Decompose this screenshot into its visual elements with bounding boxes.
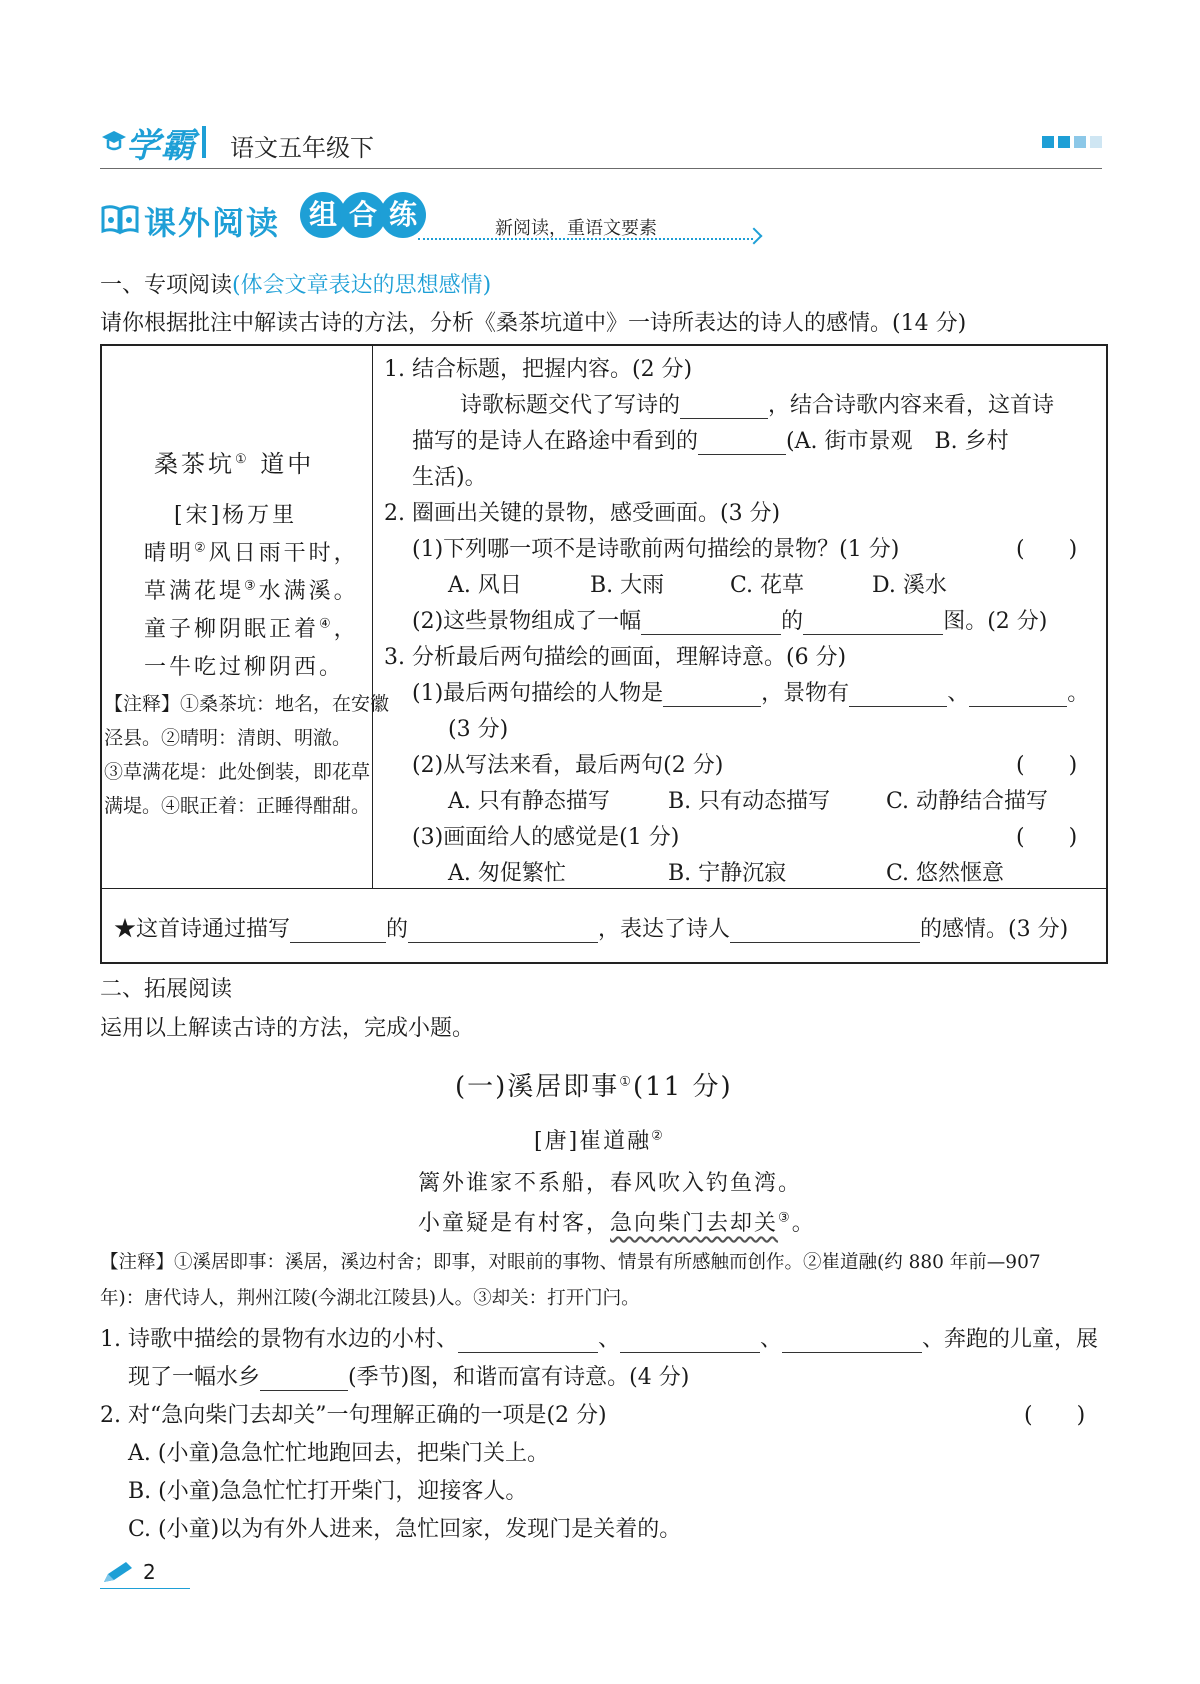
pencil-icon xyxy=(100,1560,134,1586)
poem1-line xyxy=(144,536,359,567)
poem1-line xyxy=(144,574,359,605)
poem-text: 童子柳阴眠正着 xyxy=(144,617,320,642)
poem1-note: 满堤。④眠正着：正睡得酣甜。 xyxy=(104,795,371,817)
q2-sub2 xyxy=(412,604,1047,635)
table-divider xyxy=(102,888,1106,889)
poem2-note: 【注释】①溪居即事：溪居，溪边村舍；即事，对眼前的事物、情景有所感触而创作。②崔道融(约 880 年前—907 xyxy=(100,1252,1041,1273)
analysis-table xyxy=(100,344,1108,964)
q-text: 。 xyxy=(1067,681,1090,706)
section1-instruction: 请你根据批注中解读古诗的方法，分析《桑茶坑道中》一诗所表达的诗人的感情。(14 分) xyxy=(100,311,967,336)
header-square xyxy=(1090,136,1102,148)
answer-blank[interactable] xyxy=(260,1366,348,1391)
footnote-mark: ① xyxy=(235,452,250,467)
answer-blank[interactable] xyxy=(290,918,386,943)
poem2-title-text: (一)溪居即事 xyxy=(455,1072,620,1102)
page-header xyxy=(100,118,1102,169)
q-text: 图。(2 分) xyxy=(943,609,1048,634)
poem1-author: [宋]杨万里 xyxy=(174,503,298,528)
poem2-author xyxy=(534,1124,665,1155)
q3-sub1 xyxy=(412,676,1089,707)
section-banner xyxy=(100,192,670,252)
poem2-line: 篱外谁家不系船，春风吹入钓鱼湾。 xyxy=(418,1171,803,1196)
q1-title: 1. 结合标题，把握内容。(2 分) xyxy=(384,357,693,382)
answer-blank[interactable] xyxy=(849,682,947,707)
header-square xyxy=(1042,136,1054,148)
q-text: 、 xyxy=(947,681,970,706)
poem-text: 晴明 xyxy=(144,541,195,566)
section2-heading: 二、拓展阅读 xyxy=(100,977,233,1002)
q2-option[interactable]: D. 溪水 xyxy=(872,573,947,598)
q3-title: 3. 分析最后两句描绘的画面，理解诗意。(6 分) xyxy=(384,645,847,670)
p2-question-1 xyxy=(100,1322,1098,1353)
answer-blank[interactable] xyxy=(730,918,920,943)
p2-q2-option[interactable]: B. (小童)急急忙忙打开柴门，迎接客人。 xyxy=(128,1479,528,1504)
q3-sub2: (2)从写法来看，最后两句(2 分) xyxy=(412,753,724,778)
footnote-mark: ② xyxy=(194,540,209,556)
answer-blank[interactable] xyxy=(698,430,786,455)
p2-q2-option[interactable]: C. (小童)以为有外人进来，急忙回家，发现门是关着的。 xyxy=(128,1517,682,1542)
answer-blank[interactable] xyxy=(803,610,943,635)
q-text: 、 xyxy=(760,1327,783,1352)
poem1-title-end: 道中 xyxy=(260,450,315,478)
poem-text: 小童疑是有村客， xyxy=(418,1211,611,1236)
footnote-mark: ① xyxy=(619,1074,633,1090)
q-text: ★这首诗通过描写 xyxy=(114,917,291,942)
answer-bracket[interactable]: ( ) xyxy=(1016,753,1078,778)
answer-blank[interactable] xyxy=(663,682,761,707)
poem-text: ， xyxy=(333,617,359,642)
footer-line xyxy=(100,1588,190,1589)
q-text: 、 xyxy=(598,1327,621,1352)
q3-score: (3 分) xyxy=(448,717,509,742)
brand-logo xyxy=(100,120,206,164)
answer-blank[interactable] xyxy=(641,610,781,635)
q3-option[interactable]: A. 只有静态描写 xyxy=(448,789,610,814)
poem1-note: ③草满花堤：此处倒装，即花草 xyxy=(104,761,371,783)
q1-line: 生活)。 xyxy=(412,465,487,490)
poem-text: 草满花堤 xyxy=(144,579,245,604)
q-text: ，结合诗歌内容来看，这首诗 xyxy=(768,393,1055,418)
section2-instruction: 运用以上解读古诗的方法，完成小题。 xyxy=(100,1016,475,1041)
banner-subtitle: 新阅读，重语文要素 xyxy=(495,218,657,239)
p2-q2-option[interactable]: A. (小童)急急忙忙地跑回去，把柴门关上。 xyxy=(128,1441,550,1466)
brand-divider xyxy=(202,126,206,158)
answer-blank[interactable] xyxy=(620,1328,760,1353)
q-text: ，表达了诗人 xyxy=(598,917,731,942)
poem-text-marked: 急向柴门去却关 xyxy=(610,1211,779,1236)
banner-bubble: 合 xyxy=(340,192,386,238)
poem1-note: 泾县。②晴明：清朗、明澈。 xyxy=(104,727,352,749)
q3-option[interactable]: B. 只有动态描写 xyxy=(668,789,831,814)
q1-line xyxy=(412,424,1009,455)
banner-bubble: 组 xyxy=(300,192,346,238)
section1-heading xyxy=(100,268,491,299)
chevron-right-icon xyxy=(746,228,763,245)
poem-text: 风日雨干时， xyxy=(208,541,359,566)
banner-title: 课外阅读 xyxy=(144,204,281,242)
graduation-cap-icon xyxy=(100,127,126,157)
summary-question xyxy=(114,912,1068,943)
q-text: 1. 诗歌中描绘的景物有水边的小村、 xyxy=(100,1327,458,1352)
answer-blank[interactable] xyxy=(408,918,598,943)
q-text: ，景物有 xyxy=(761,681,850,706)
q3-option[interactable]: C. 悠然惬意 xyxy=(886,861,1005,886)
answer-blank[interactable] xyxy=(782,1328,922,1353)
q3-option[interactable]: A. 匆促繁忙 xyxy=(448,861,566,886)
q-text: 诗歌标题交代了写诗的 xyxy=(460,393,681,418)
open-book-icon xyxy=(100,204,140,236)
answer-bracket[interactable]: ( ) xyxy=(1016,825,1078,850)
footnote-mark: ④ xyxy=(319,616,334,632)
q3-option[interactable]: B. 宁静沉寂 xyxy=(668,861,787,886)
answer-bracket[interactable]: ( ) xyxy=(1024,1403,1086,1428)
answer-blank[interactable] xyxy=(680,394,768,419)
p2-question-2: 2. 对“急向柴门去却关”一句理解正确的一项是(2 分) xyxy=(100,1403,607,1428)
poem2-note: 年)：唐代诗人，荆州江陵(今湖北江陵县)人。③却关：打开门闩。 xyxy=(100,1288,640,1309)
section1-heading-note: (体会文章表达的思想感情) xyxy=(232,273,492,298)
q-text: 现了一幅水乡 xyxy=(128,1365,261,1390)
q2-option[interactable]: B. 大雨 xyxy=(590,573,665,598)
q3-option[interactable]: C. 动静结合描写 xyxy=(886,789,1049,814)
q-text: 的 xyxy=(386,917,409,942)
q2-option[interactable]: C. 花草 xyxy=(730,573,805,598)
q-text: (1)最后两句描绘的人物是 xyxy=(412,681,664,706)
poem2-title-score: (11 分) xyxy=(632,1072,733,1102)
footnote-mark: ② xyxy=(651,1128,665,1144)
brand-text: 学霸 xyxy=(126,125,196,166)
poem-text: 水满溪。 xyxy=(258,579,359,604)
answer-bracket[interactable]: ( ) xyxy=(1016,537,1078,562)
poem-text: 。 xyxy=(791,1211,816,1236)
page-number: 2 xyxy=(143,1560,156,1584)
q1-line xyxy=(460,388,1054,419)
q-text: 描写的是诗人在路途中看到的 xyxy=(412,429,699,454)
q-text: (2)这些景物组成了一幅 xyxy=(412,609,642,634)
answer-blank[interactable] xyxy=(969,682,1067,707)
poem1-title-text: 桑茶坑 xyxy=(154,450,235,478)
header-square xyxy=(1074,136,1086,148)
footnote-mark: ③ xyxy=(778,1210,792,1226)
banner-bubble: 练 xyxy=(380,192,426,238)
q2-sub1: (1)下列哪一项不是诗歌前两句描绘的景物？(1 分) xyxy=(412,537,900,562)
q2-option[interactable]: A. 风日 xyxy=(448,573,522,598)
poem2-line xyxy=(418,1206,816,1237)
q-text: 的 xyxy=(781,609,804,634)
table-divider xyxy=(372,346,373,888)
poem1-title xyxy=(154,444,314,479)
q2-title: 2. 圈画出关键的景物，感受画面。(3 分) xyxy=(384,501,781,526)
footnote-mark: ③ xyxy=(244,578,259,594)
poem2-title xyxy=(455,1066,733,1103)
poem2-author-text: [唐]崔道融 xyxy=(534,1129,652,1154)
banner-dotted-line xyxy=(418,238,753,240)
header-square xyxy=(1058,136,1070,148)
p2-question-1-cont xyxy=(128,1360,689,1391)
header-decoration xyxy=(1042,136,1102,148)
q-text: (季节)图，和谐而富有诗意。(4 分) xyxy=(348,1365,690,1390)
q-text: 、奔跑的儿童，展 xyxy=(922,1327,1099,1352)
q3-sub3: (3)画面给人的感觉是(1 分) xyxy=(412,825,680,850)
poem1-line xyxy=(144,612,359,643)
book-title: 语文五年级下 xyxy=(230,134,374,162)
poem1-note: 【注释】①桑茶坑：地名，在安徽 xyxy=(104,693,390,715)
q-text: (A. 街市景观 B. 乡村 xyxy=(786,429,1009,454)
poem1-line: 一牛吃过柳阴西。 xyxy=(144,655,345,680)
q-text: 的感情。(3 分) xyxy=(920,917,1069,942)
answer-blank[interactable] xyxy=(458,1328,598,1353)
section1-heading-text: 一、专项阅读 xyxy=(100,273,233,298)
